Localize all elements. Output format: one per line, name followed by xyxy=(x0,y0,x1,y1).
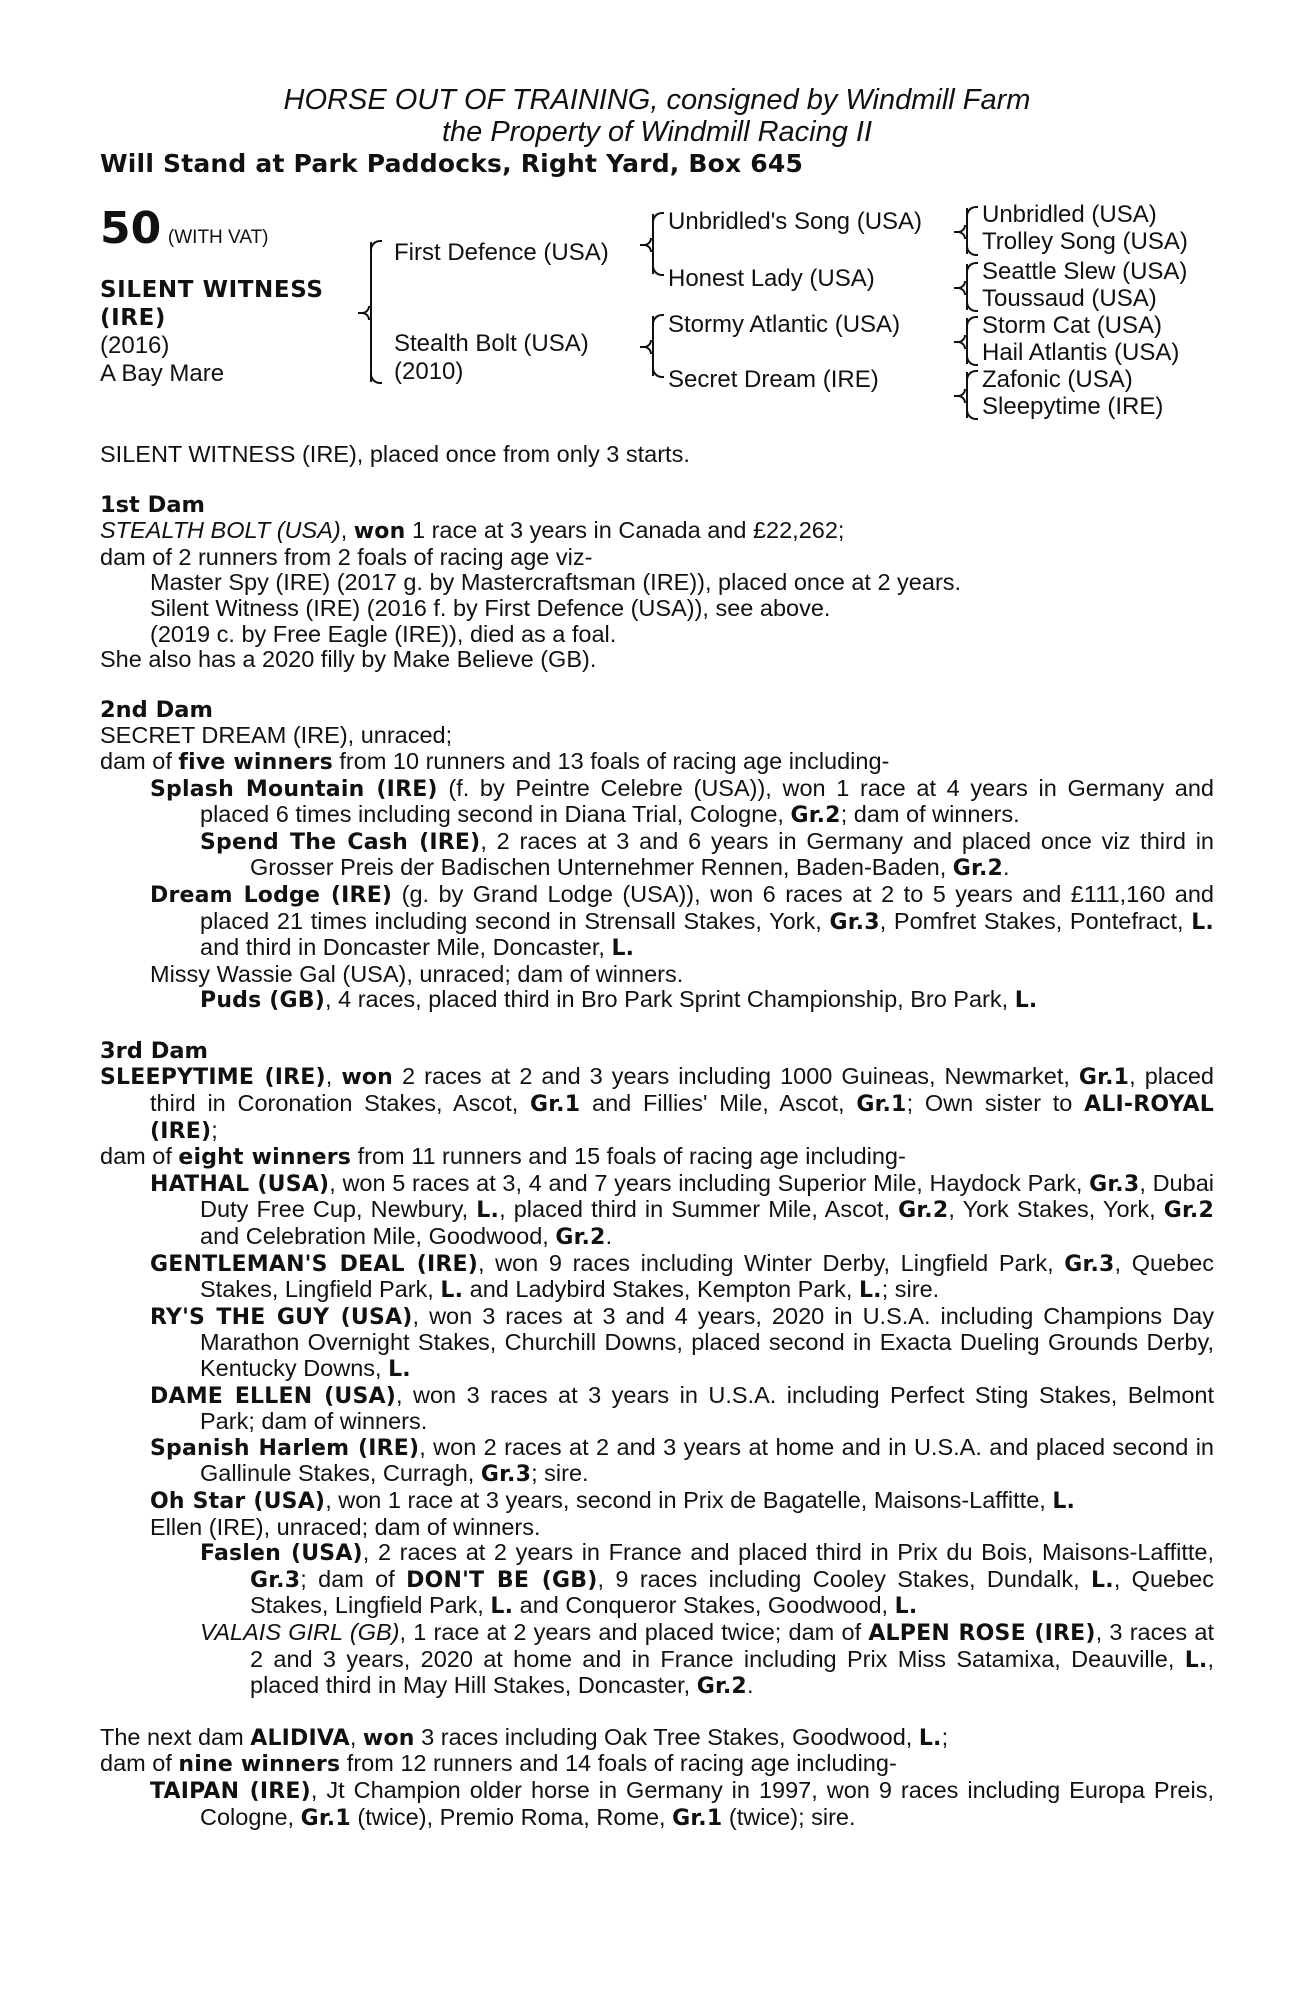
pedigree-brace xyxy=(966,264,968,310)
produce-entry: RY'S THE GUY (USA), won 3 races at 3 and 4 years, 2020 in U.S.A. including Champions Day Marathon Overnight Stakes, Churchill Downs, placed second in Exacta Dueling Grounds Derby, Kentucky Downs, L. xyxy=(150,1302,1214,1382)
dam1-record: STEALTH BOLT (USA), won 1 race at 3 years in Canada and £22,262; xyxy=(100,517,845,545)
dam3-produce-summary: dam of eight winners from 11 runners and 15 foals of racing age including- xyxy=(100,1143,906,1171)
section-heading-1st-dam: 1st Dam xyxy=(100,491,205,518)
vat-note: (WITH VAT) xyxy=(167,227,269,248)
dam2-record: SECRET DREAM (IRE), unraced; xyxy=(100,722,453,749)
pedigree-brace xyxy=(652,316,654,376)
produce-entry: Silent Witness (IRE) (2016 f. by First Defence (USA)), see above. xyxy=(150,594,831,621)
foaling-year: (2016) xyxy=(100,332,170,359)
pedigree-brace xyxy=(370,242,372,382)
stand-location: Will Stand at Park Paddocks, Right Yard, Box 645 xyxy=(100,149,804,178)
sire: First Defence (USA) xyxy=(394,239,609,266)
horse-name: SILENT WITNESS xyxy=(100,277,324,303)
next-dam-record: The next dam ALIDIVA, won 3 races including Oak Tree Stakes, Goodwood, L.; xyxy=(100,1723,949,1751)
produce-entry: GENTLEMAN'S DEAL (IRE), won 9 races including Winter Derby, Lingfield Park, Gr.3, Quebec Stakes, Lingfield Park, L. and Ladybird Stakes, Kempton Park, L.; sire. xyxy=(150,1249,1215,1304)
produce-entry: Master Spy (IRE) (2017 g. by Mastercraftsman (IRE)), placed once at 2 years. xyxy=(150,569,962,596)
produce-entry: Faslen (USA), 2 races at 2 years in France and placed third in Prix du Bois, Maisons-Laffitte, Gr.3; dam of DON'T BE (GB), 9 races including Cooley Stakes, Dundalk, L., Quebec Stakes, Lingfield Park, L. and Conqueror Stakes, Goodwood, L. xyxy=(200,1539,1214,1620)
race-summary: SILENT WITNESS (IRE), placed once from only 3 starts. xyxy=(100,441,690,467)
dam-dam-dam: Sleepytime (IRE) xyxy=(982,393,1164,420)
consignment-header-line1: HORSE OUT OF TRAINING, consigned by Windmill Farm xyxy=(283,84,1031,116)
lot-number-line xyxy=(100,204,269,254)
produce-entry: (2019 c. by Free Eagle (IRE)), died as a foal. xyxy=(150,620,617,647)
dam: Stealth Bolt (USA) xyxy=(394,330,589,357)
section-heading-2nd-dam: 2nd Dam xyxy=(100,696,213,723)
dam2-produce-summary: dam of five winners from 10 runners and 13 foals of racing age including- xyxy=(100,747,890,775)
lot-number: 50 xyxy=(100,203,162,254)
catalogue-body xyxy=(100,442,1214,1831)
produce-entry: Missy Wassie Gal (USA), unraced; dam of winners. xyxy=(150,960,684,987)
dam-sire-sire: Storm Cat (USA) xyxy=(982,312,1163,339)
produce-entry: Oh Star (USA), won 1 race at 3 years, second in Prix de Bagatelle, Maisons-Laffitte, L. xyxy=(150,1486,1076,1514)
catalogue-page xyxy=(100,84,1214,1831)
sire-dam-dam: Toussaud (USA) xyxy=(982,285,1157,312)
produce-entry: DAME ELLEN (USA), won 3 races at 3 years in U.S.A. including Perfect Sting Stakes, Belmont Park; dam of winners. xyxy=(150,1381,1215,1435)
produce-entry: VALAIS GIRL (GB), 1 race at 2 years and placed twice; dam of ALPEN ROSE (IRE), 3 races at 2 and 3 years, 2020 at home and in France including Prix Miss Satamixa, Deauville, L., placed third in May Hill Stakes, Doncaster, Gr.2. xyxy=(200,1618,1214,1700)
pedigree-brace xyxy=(966,372,968,418)
horse-description: A Bay Mare xyxy=(100,360,225,387)
pedigree-brace xyxy=(966,208,968,254)
dam-dam-sire: Zafonic (USA) xyxy=(982,366,1133,393)
dam-year: (2010) xyxy=(394,358,464,385)
pedigree-table xyxy=(100,201,1214,444)
produce-note: She also has a 2020 filly by Make Believe (GB). xyxy=(100,646,597,673)
produce-entry: HATHAL (USA), won 5 races at 3, 4 and 7 years including Superior Mile, Haydock Park, Gr.3, Dubai Duty Free Cup, Newbury, L., placed third in Summer Mile, Ascot, Gr.2, York Stakes, York, Gr.2 and Celebration Mile, Goodwood, Gr.2. xyxy=(150,1169,1214,1251)
sire-sire-dam: Trolley Song (USA) xyxy=(982,228,1188,255)
pedigree-brace xyxy=(652,214,654,274)
sire-sire-sire: Unbridled (USA) xyxy=(982,201,1157,228)
sire-dam-sire: Seattle Slew (USA) xyxy=(982,258,1188,285)
dam-sire: Stormy Atlantic (USA) xyxy=(668,311,901,338)
produce-entry: Spanish Harlem (IRE), won 2 races at 2 and 3 years at home and in U.S.A. and placed second in Gallinule Stakes, Curragh, Gr.3; sire. xyxy=(150,1433,1214,1488)
produce-entry: TAIPAN (IRE), Jt Champion older horse in Germany in 1997, won 9 races including Europa Preis, Cologne, Gr.1 (twice), Premio Roma, Rome, Gr.1 (twice); sire. xyxy=(150,1776,1214,1831)
sire-sire: Unbridled's Song (USA) xyxy=(668,208,923,235)
consignment-header-line2: the Property of Windmill Racing II xyxy=(441,116,873,148)
dam-sire-dam: Hail Atlantis (USA) xyxy=(982,339,1180,366)
section-heading-3rd-dam: 3rd Dam xyxy=(100,1037,208,1064)
dam-dam: Secret Dream (IRE) xyxy=(668,366,879,393)
dam1-produce-summary: dam of 2 runners from 2 foals of racing age viz- xyxy=(100,543,593,570)
next-dam-produce-summary: dam of nine winners from 12 runners and 14 foals of racing age including- xyxy=(100,1750,897,1778)
produce-entry: Splash Mountain (IRE) (f. by Peintre Celebre (USA)), won 1 race at 4 years in Germany and placed 6 times including second in Diana Trial, Cologne, Gr.2; dam of winners. xyxy=(150,774,1215,829)
produce-entry: Spend The Cash (IRE), 2 races at 3 and 6 years in Germany and placed once viz third in Grosser Preis der Badischen Unternehmer Rennen, Baden-Baden, Gr.2. xyxy=(200,827,1214,882)
dam3-record: SLEEPYTIME (IRE), won 2 races at 2 and 3 years including 1000 Guineas, Newmarket, Gr.1, placed third in Coronation Stakes, Ascot, Gr.1 and Fillies' Mile, Ascot, Gr.1; Own sister to ALI-ROYAL (IRE); xyxy=(100,1063,1214,1144)
produce-entry: Dream Lodge (IRE) (g. by Grand Lodge (USA)), won 6 races at 2 to 5 years and £111,160 and placed 21 times including second in Strensall Stakes, York, Gr.3, Pomfret Stakes, Pontefract, L. and third in Doncaster Mile, Doncaster, L. xyxy=(150,880,1214,962)
produce-entry: Ellen (IRE), unraced; dam of winners. xyxy=(150,1513,541,1540)
pedigree-brace xyxy=(966,318,968,364)
horse-country: (IRE) xyxy=(100,305,167,331)
sire-dam: Honest Lady (USA) xyxy=(668,265,875,292)
produce-entry: Puds (GB), 4 races, placed third in Bro Park Sprint Championship, Bro Park, L. xyxy=(200,986,1038,1014)
